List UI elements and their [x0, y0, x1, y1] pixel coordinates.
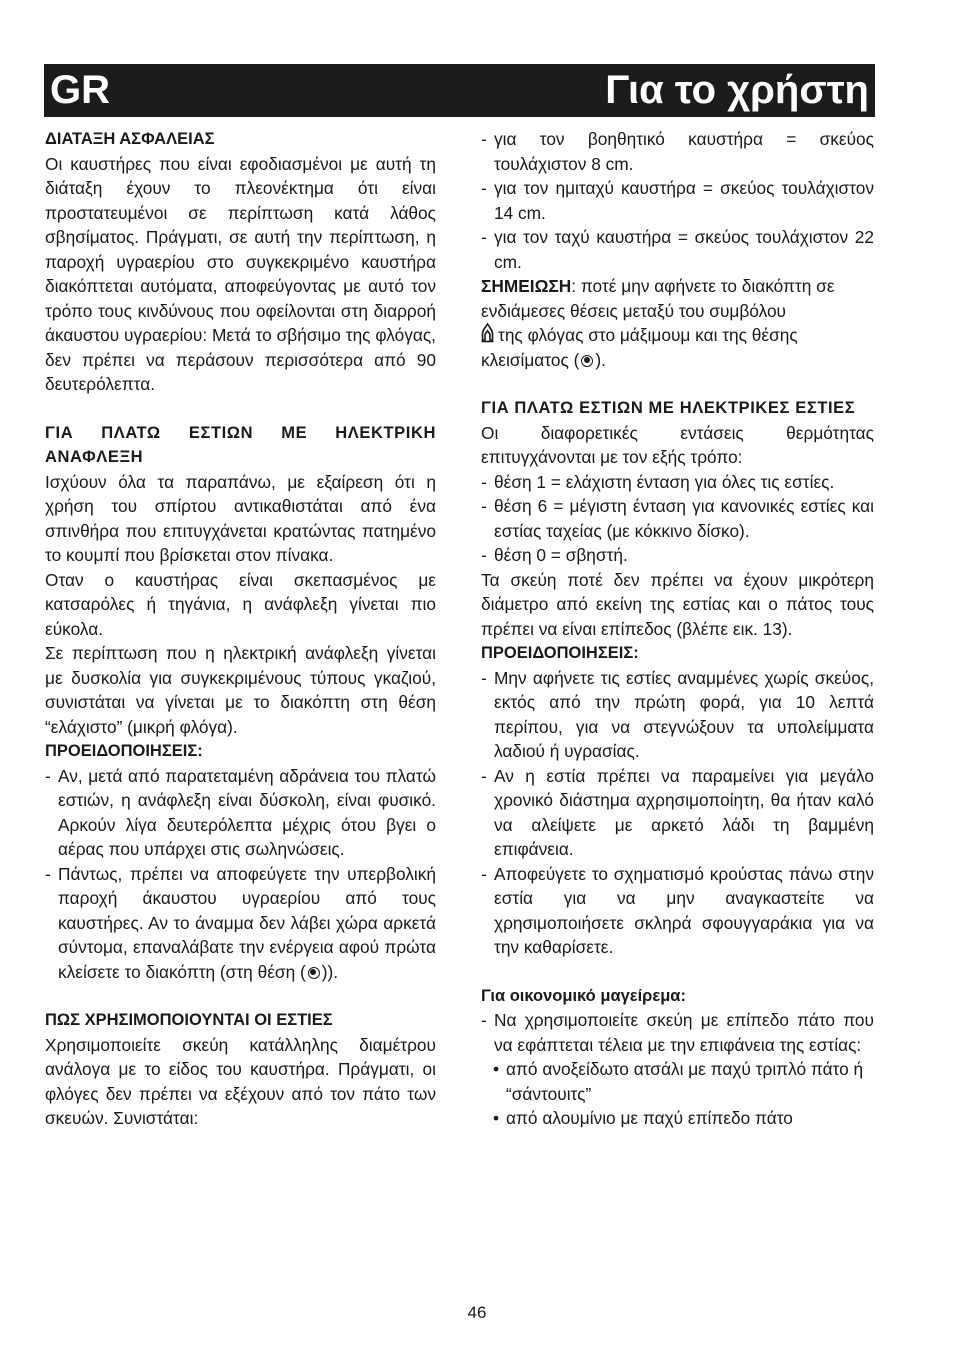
bullet-marker: • [493, 1059, 500, 1079]
list-item [481, 1008, 874, 1057]
economy-bullet-text: από ανοξείδωτο ατσάλι με παχύ τριπλό πάτο ή “σάντουιτς” [506, 1059, 864, 1104]
language-code: GR [50, 68, 110, 112]
warnings-heading: ΠΡΟΕΙΔΟΠΟΙΗΣΕΙΣ: [481, 644, 639, 662]
warning-text-end: )). [321, 961, 339, 982]
note-text-3: ). [595, 349, 606, 370]
safety-heading: ΔΙΑΤΑΞΗ ΑΣΦΑΛΕΙΑΣ [45, 130, 215, 148]
list-item [481, 543, 874, 568]
ignition-paragraph-2: Οταν ο καυστήρας είναι σκεπασμένος με κατσαρόλες ή τηγάνια, η ανάφλεξη γίνεται πιο εύκολα. [45, 569, 436, 639]
off-position-icon [581, 355, 593, 367]
list-item [481, 176, 874, 225]
page-title: Για το χρήστη [605, 68, 869, 112]
note-paragraph [481, 274, 874, 372]
warnings-heading: ΠΡΟΕΙΔΟΠΟΙΗΣΕΙΣ: [45, 742, 203, 760]
left-column [45, 127, 436, 1131]
note-text-2: της φλόγας στο μάξιμουμ και της θέσης κλεισίματος ( [481, 325, 798, 370]
electric-heading: ΓΙΑ ΠΛΑΤΩ ΕΣΤΙΩΝ ΜΕ ΗΛΕΚΤΡΙΚΕΣ ΕΣΤΙΕΣ [481, 399, 856, 417]
economy-bullet-text: από αλουμίνιο με παχύ επίπεδο πάτο [506, 1108, 793, 1128]
economy-heading: Για οικονομικό μαγείρεμα: [481, 986, 686, 1005]
page-number: 46 [467, 1303, 487, 1322]
vessels-paragraph: Τα σκεύη ποτέ δεν πρέπει να έχουν μικρότερη διάμετρο από εκείνη της εστίας και ο πάτος τους πρέπει να είναι επίπεδος (βλέπε εικ. 13). [481, 569, 874, 639]
safety-paragraph: Οι καυστήρες που είναι εφοδιασμένοι με αυτή τη διάταξη έχουν το πλεονέκτημα ότι είναι προστατευμένοι σε περίπτωση κατά λάθος σβησίματος. Πράγματι, σε αυτή την περίπτωση, η παροχή υγραερίου στο συγκεκριμένο καυστήρα διακόπτεται αυτόματα, αποφεύγοντας με αυτό τον τρόπο τους κινδύνους που οφείλονται στη διαρροή άκαυστου υγραερίου: Μετά το σβήσιμο της φλόγας, δεν πρέπει να περάσουν περισσότερα από 90 δευτερόλεπτα. [45, 153, 436, 394]
dash-marker: - [45, 765, 51, 786]
right-column [481, 127, 874, 1131]
dash-marker: - [481, 496, 487, 516]
position-text: θέση 0 = σβηστή. [494, 545, 628, 565]
electric-intro: Οι διαφορετικές εντάσεις θερμότητας επιτυγχάνονται με τον εξής τρόπο: [481, 422, 874, 467]
burner-size-text: για τον ταχύ καυστήρα = σκεύος τουλάχιστον 22 cm. [494, 227, 874, 272]
dash-marker: - [481, 471, 487, 492]
dash-marker: - [481, 129, 487, 149]
warning-text: Αν η εστία πρέπει να παραμείνει για μεγάλο χρονικό διάστημα αχρησιμοποίητη, θα ήταν καλό να αλείψετε με αρκετό λάδι τη βαμμένη επιφάνεια. [494, 765, 874, 859]
dash-marker: - [481, 178, 487, 198]
list-item [481, 494, 874, 543]
dash-marker: - [481, 863, 487, 884]
position-text: θέση 1 = ελάχιστη ένταση για όλες τις εστίες. [494, 471, 835, 492]
usage-heading: ΠΩΣ ΧΡΗΣΙΜΟΠΟΙΟΥΝΤΑΙ ΟΙ ΕΣΤΙΕΣ [45, 1011, 333, 1029]
off-position-icon [308, 967, 320, 979]
list-item [45, 862, 436, 985]
economy-text: Να χρησιμοποιείτε σκεύη με επίπεδο πάτο που να εφάπτεται τέλεια με την επιφάνεια της εστίας: [494, 1010, 874, 1055]
ignition-heading: ΓΙΑ ΠΛΑΤΩ ΕΣΤΙΩΝ ΜΕ ΗΛΕΚΤΡΙΚΗ ΑΝΑΦΛΕΞΗ [45, 423, 436, 466]
warning-text: Πάντως, πρέπει να αποφεύγετε την υπερβολική παροχή άκαυστου υγραερίου από τους καυστήρες. Αν το άναμμα δεν λάβει χώρα αρκετά σύντομα, επαναλάβατε την ενέργεια αφού πρώτα κλείσετε το διακόπτη (στη θέση ( [58, 863, 436, 982]
list-item [481, 666, 874, 764]
position-text: θέση 6 = μέγιστη ένταση για κανονικές εστίες και εστίας ταχείας (με κόκκινο δίσκο). [494, 496, 874, 541]
dash-marker: - [481, 667, 487, 688]
note-text: : ποτέ μην αφήνετε το διακόπτη σε ενδιάμεσες θέσεις μεταξύ του συμβόλου [481, 276, 835, 321]
warning-text: Αποφεύγετε το σχηματισμό κρούστας πάνω στην εστία για να μην αναγκαστείτε να χρησιμοποιήσετε σκληρά σφουγγαράκια για να την καθαρίσετε. [494, 863, 874, 957]
max-flame-icon [481, 323, 494, 343]
list-item [481, 470, 874, 495]
warning-text: Αν, μετά από παρατεταμένη αδράνεια του πλατώ εστιών, η ανάφλεξη είναι δύσκολη, είναι φυσικό. Αρκούν λίγα δευτερόλεπτα μέχρις ότου βγει ο αέρας που υπάρχει στις σωληνώσεις. [58, 765, 436, 859]
usage-paragraph: Χρησιμοποιείτε σκεύη κατάλληλης διαμέτρου ανάλογα με το είδος του καυστήρα. Πράγματι, οι φλόγες δεν πρέπει να εξέχουν από τον πάτο των σκευών. Συνιστάται: [45, 1034, 436, 1128]
list-item [481, 764, 874, 862]
list-item [481, 1057, 874, 1106]
dash-marker: - [481, 227, 487, 247]
dash-marker: - [481, 545, 487, 565]
note-label: ΣΗΜΕΙΩΣΗ [481, 276, 572, 296]
ignition-paragraph-1: Ισχύουν όλα τα παραπάνω, με εξαίρεση ότι η χρήση του σπίρτου αντικαθιστάται από ένα σπινθήρα που επιτυγχάνεται κρατώντας πατημένο το κουμπί που βρίσκεται στον πίνακα. [45, 471, 436, 565]
ignition-paragraph-3: Σε περίπτωση που η ηλεκτρική ανάφλεξη γίνεται με δυσκολία για συγκεκριμένους τύπους γκαζιού, συνιστάται να γίνεται με το διακόπτη στη θέση “ελάχιστο” (μικρή φλόγα). [45, 643, 436, 737]
list-item [481, 1106, 874, 1131]
burner-size-text: για τον βοηθητικό καυστήρα = σκεύος τουλάχιστον 8 cm. [494, 129, 874, 174]
list-item [481, 862, 874, 960]
list-item [45, 764, 436, 862]
warning-text: Μην αφήνετε τις εστίες αναμμένες χωρίς σκεύος, εκτός από την πρώτη φορά, για 10 λεπτά περίπου, για να στεγνώξουν τα υπολείμματα λαδιού ή υγρασίας. [494, 667, 874, 761]
dash-marker: - [481, 1010, 487, 1030]
burner-size-text: για τον ημιταχύ καυστήρα = σκεύος τουλάχιστον 14 cm. [494, 178, 874, 223]
dash-marker: - [481, 765, 487, 786]
list-item [481, 225, 874, 274]
page-header [44, 64, 875, 117]
bullet-marker: • [493, 1108, 500, 1128]
dash-marker: - [45, 863, 51, 884]
list-item [481, 127, 874, 176]
